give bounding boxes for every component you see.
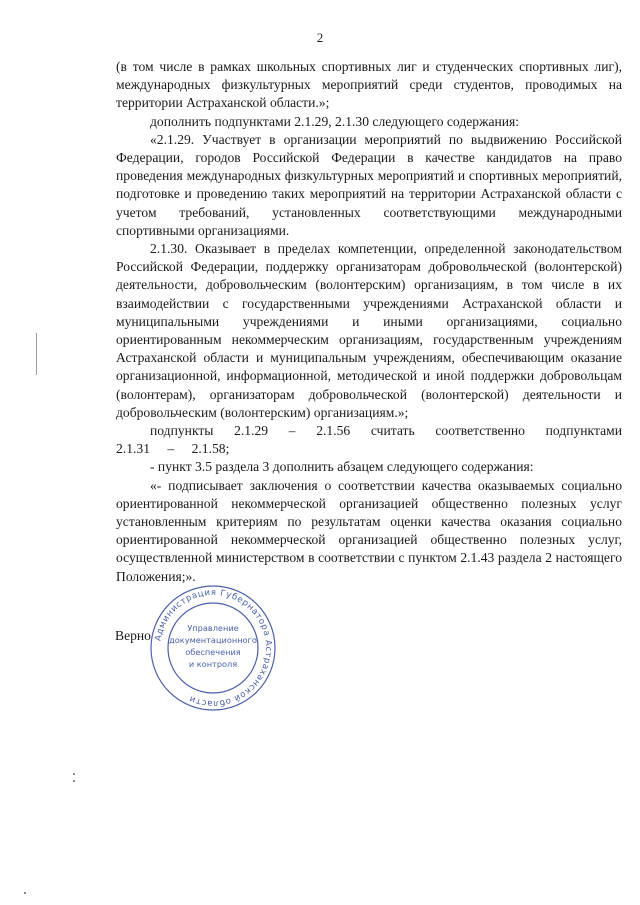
stamp-line-3: обеспечения — [185, 647, 241, 657]
page-number: 2 — [316, 30, 324, 45]
paragraph-continuation: (в том числе в рамках школьных спортивных лиг и студенческих спортивных лиг), международных физкультурных мероприятий среди студентов, проводимых на территории Астраханской области.»; — [116, 59, 622, 111]
margin-dot — [24, 892, 26, 894]
margin-mark — [36, 333, 37, 375]
document-body — [116, 58, 622, 586]
paragraph-2-1-29: «2.1.29. Участвует в организации мероприятий по выдвижению Российской Федерации, городов Российской Федерации в качестве кандидатов на право проведения международных физкультурных мероприятий и спортивных мероприятий, подготовке и проведению таких мероприятий на территории Астраханской области с учетом требований, установленных соответствующими международными спортивными организациями. — [116, 131, 622, 238]
official-stamp — [148, 584, 278, 712]
stamp-line-4: и контроля — [188, 659, 238, 669]
stamp-line-2: документационного — [169, 635, 257, 645]
paragraph-renumber: подпункты 2.1.29 – 2.1.56 считать соответственно подпунктами 2.1.31 – 2.1.58; — [116, 423, 622, 457]
margin-dot — [73, 773, 75, 775]
margin-dot — [73, 780, 75, 782]
paragraph-3-5-text: «- подписывает заключения о соответствии качества оказываемых социально ориентированной некоммерческой организацией общественно полезных услуг установленным критериям по результатам оценки качества оказания социально ориентированной некоммерческой организацией общественно полезных услуг, осуществленной министерством в соответствии с пунктом 2.1.43 раздела 2 настоящего Положения;». — [116, 477, 622, 584]
verno-label: Верно — [115, 628, 151, 643]
paragraph-3-5-intro: - пункт 3.5 раздела 3 дополнить абзацем следующего содержания: — [150, 459, 534, 475]
paragraph-2-1-30: 2.1.30. Оказывает в пределах компетенции, определенной законодательством Российской Федерации, поддержку организаторам добровольческой (волонтерской) деятельности, добровольческим (волонтерским) организациям, в том числе в их взаимодействии с государственными учреждениями Астраханской области и муниципальными учреждениями и иными организациями, социально ориентированным некоммерческим организациям, государственным учреждениям Астраханской области и муниципальным учреждениям, обеспечивающим оказание организационной, информационной, методической и иной поддержки добровольцам (волонтерам), организаторам добровольческой (волонтерской) деятельности и добровольческим (волонтерским) организациям.»; — [116, 241, 622, 420]
stamp-line-1: Управление — [187, 623, 239, 633]
paragraph-amend-intro: дополнить подпунктами 2.1.29, 2.1.30 следующего содержания: — [150, 113, 520, 129]
stamp-ring-text: Администрация Губернатора Астраханской области — [153, 587, 274, 709]
